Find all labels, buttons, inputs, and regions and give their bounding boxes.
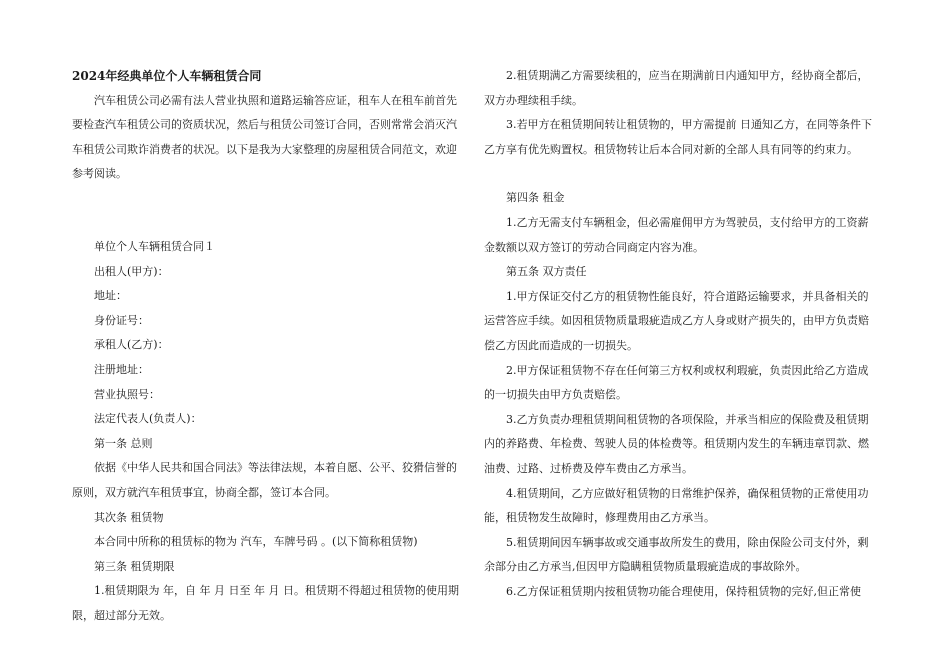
right-column [484, 64, 877, 604]
field-lessor: 出租人(甲方)： [94, 264, 169, 278]
spacer [72, 187, 467, 211]
field-id-number: 身份证号： [94, 313, 149, 327]
article-2-text: 本合同中所称的租赁标的物为 汽车，车牌号码 。(以下简称租赁物) [94, 535, 418, 549]
intro-paragraph: 汽车租赁公司必需有法人营业执照和道路运输答应证，租车人在租车前首先要检查汽车租赁公司的资质状况，然后与租赁公司签订合同，否则常常会消灭汽车租赁公司欺诈消费者的状况。以下是我为大家整理的房屋租赁合同范文，欢迎参考阅读。 [72, 93, 457, 181]
left-column [72, 64, 467, 628]
article-4-item-1: 1.乙方无需支付车辆租金，但必需雇佣甲方为驾驶员，支付给甲方的工资薪金数额以双方签订的劳动合同商定内容为准。 [484, 215, 869, 254]
article-1-text: 依据《中华人民共和国合同法》等法律法规，本着自愿、公平、狡猾信誉的原则，双方就汽车租赁事宜，协商全都，签订本合同。 [72, 461, 457, 499]
field-legal-representative: 法定代表人(负责人)： [94, 412, 202, 426]
article-5-item-6: 6.乙方保证租赁期内按租赁物功能合理使用，保持租赁物的完好,但正常使 [506, 584, 861, 598]
field-address: 地址： [94, 289, 127, 303]
article-3-item-2: 2.租赁期满乙方需要续租的，应当在期满前日内通知甲方，经协商全都后，双方办理续租手续。 [484, 69, 869, 107]
spacer [484, 162, 877, 186]
article-5-item-4: 4.租赁期间，乙方应做好租赁物的日常维护保养，确保租赁物的正常使用功能，租赁物发生故障时，修理费用由乙方承当。 [484, 486, 869, 525]
article-5-item-1: 1.甲方保证交付乙方的租赁物性能良好，符合道路运输要求，并具备相关的运营答应手续。如因租赁物质量瑕疵造成乙方人身或财产损失的，由甲方负责赔偿乙方因此而造成的一切损失。 [484, 289, 869, 352]
article-5-item-2: 2.甲方保证租赁物不存在任何第三方权利或权利瑕疵，负责因此给乙方造成的一切损失由甲方负责赔偿。 [484, 363, 869, 402]
article-2-heading: 其次条 租赁物 [94, 510, 164, 524]
contract-title: 单位个人车辆租赁合同１ [94, 239, 215, 253]
article-1-heading: 第一条 总则 [94, 436, 153, 450]
article-4-heading: 第四条 租金 [506, 191, 565, 205]
article-5-item-3: 3.乙方负责办理租赁期间租赁物的各项保险，并承当相应的保险费及租赁期内的养路费、年检费、驾驶人员的体检费等。租赁期内发生的车辆违章罚款、燃油费、过路、过桥费及停车费由乙方承当。 [484, 412, 869, 475]
document-title: 2024年经典单位个人车辆租赁合同 [72, 69, 262, 83]
field-lessee: 承租人(乙方)： [94, 338, 169, 352]
article-3-item-3: 3.若甲方在租赁期间转让租赁物的，甲方需提前 日通知乙方，在同等条件下乙方享有优先购置权。租赁物转让后本合同对新的全部人具有同等的约束力。 [484, 118, 872, 156]
field-registered-address: 注册地址： [94, 362, 149, 376]
field-business-license: 营业执照号： [94, 387, 160, 401]
article-3-item-1: 1.租赁期限为 年，自 年 月 日至 年 月 日。租赁期不得超过租赁物的使用期限，超过部分无效。 [72, 584, 459, 622]
article-5-heading: 第五条 双方责任 [506, 265, 587, 279]
article-3-heading: 第三条 租赁期限 [94, 559, 175, 573]
article-5-item-5: 5.租赁期间因车辆事故或交通事故所发生的费用，除由保险公司支付外，剩余部分由乙方承当,但因甲方隐瞒租赁物质量瑕疵造成的事故除外。 [484, 535, 869, 574]
spacer [72, 211, 467, 235]
